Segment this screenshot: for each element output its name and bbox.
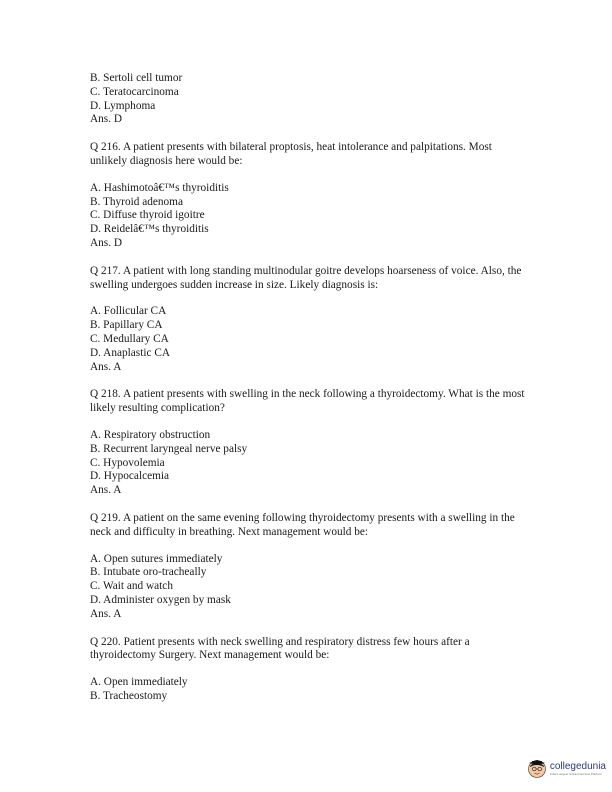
option: A. Open sutures immediately xyxy=(90,552,223,565)
option: B. Papillary CA xyxy=(90,319,163,332)
question-218 xyxy=(90,388,530,498)
answer: Ans. A xyxy=(90,360,122,373)
options-list xyxy=(90,72,530,127)
option: A. Hashimotoâ€™s thyroiditis xyxy=(90,181,229,194)
options-list xyxy=(90,305,530,374)
option: D. Hypocalcemia xyxy=(90,470,170,483)
options-list xyxy=(90,429,530,498)
option: C. Hypovolemia xyxy=(90,456,165,469)
option: D. Administer oxygen by mask xyxy=(90,593,231,606)
collegedunia-logo xyxy=(527,758,606,778)
option: A. Follicular CA xyxy=(90,305,167,318)
option: B. Tracheostomy xyxy=(90,689,168,702)
question-219 xyxy=(90,512,530,622)
question-217 xyxy=(90,265,530,375)
question-220 xyxy=(90,636,530,704)
option: D. Lymphoma xyxy=(90,99,156,112)
option: B. Sertoli cell tumor xyxy=(90,72,183,84)
option: A. Open immediately xyxy=(90,676,188,689)
lead-options-block xyxy=(90,72,530,127)
question-text: Q 216. A patient presents with bilateral proptosis, heat intolerance and palpitations. Most unlikely diagnosis here would be: xyxy=(90,141,492,167)
option: C. Wait and watch xyxy=(90,580,173,593)
answer: Ans. D xyxy=(90,236,123,249)
option: D. Anaplastic CA xyxy=(90,346,171,359)
option: A. Respiratory obstruction xyxy=(90,428,211,441)
question-216 xyxy=(90,141,530,251)
graduate-avatar-icon xyxy=(527,758,547,778)
logo-text xyxy=(550,761,606,776)
option: B. Intubate oro-tracheally xyxy=(90,566,207,579)
question-text: Q 219. A patient on the same evening following thyroidectomy presents with a swelling in the neck and difficulty in breathing. Next management would be: xyxy=(90,511,515,538)
answer: Ans. A xyxy=(90,484,122,497)
logo-tagline: India's largest Student Review Platform xyxy=(549,771,603,776)
options-list xyxy=(90,553,530,622)
answer: Ans. A xyxy=(90,607,122,620)
option: C. Medullary CA xyxy=(90,332,169,345)
option: B. Thyroid adenoma xyxy=(90,195,183,208)
options-list xyxy=(90,182,530,251)
options-list xyxy=(90,676,530,704)
question-text: Q 220. Patient presents with neck swelling and respiratory distress few hours after a thyroidectomy Surgery. Next management would be: xyxy=(90,635,470,662)
logo-name: collegedunia xyxy=(549,760,606,772)
option: D. Reidelâ€™s thyroiditis xyxy=(90,223,209,236)
answer: Ans. D xyxy=(90,113,123,126)
page-content xyxy=(90,72,530,718)
question-text: Q 217. A patient with long standing multinodular goitre develops hoarseness of voice. Also, the swelling undergoes sudden increase in size. Likely diagnosis is: xyxy=(90,264,522,291)
option: C. Teratocarcinoma xyxy=(90,85,179,98)
option: B. Recurrent laryngeal nerve palsy xyxy=(90,442,248,455)
question-text: Q 218. A patient presents with swelling in the neck following a thyroidectomy. What is the most likely resulting complication? xyxy=(90,388,525,415)
option: C. Diffuse thyroid igoitre xyxy=(90,209,205,222)
